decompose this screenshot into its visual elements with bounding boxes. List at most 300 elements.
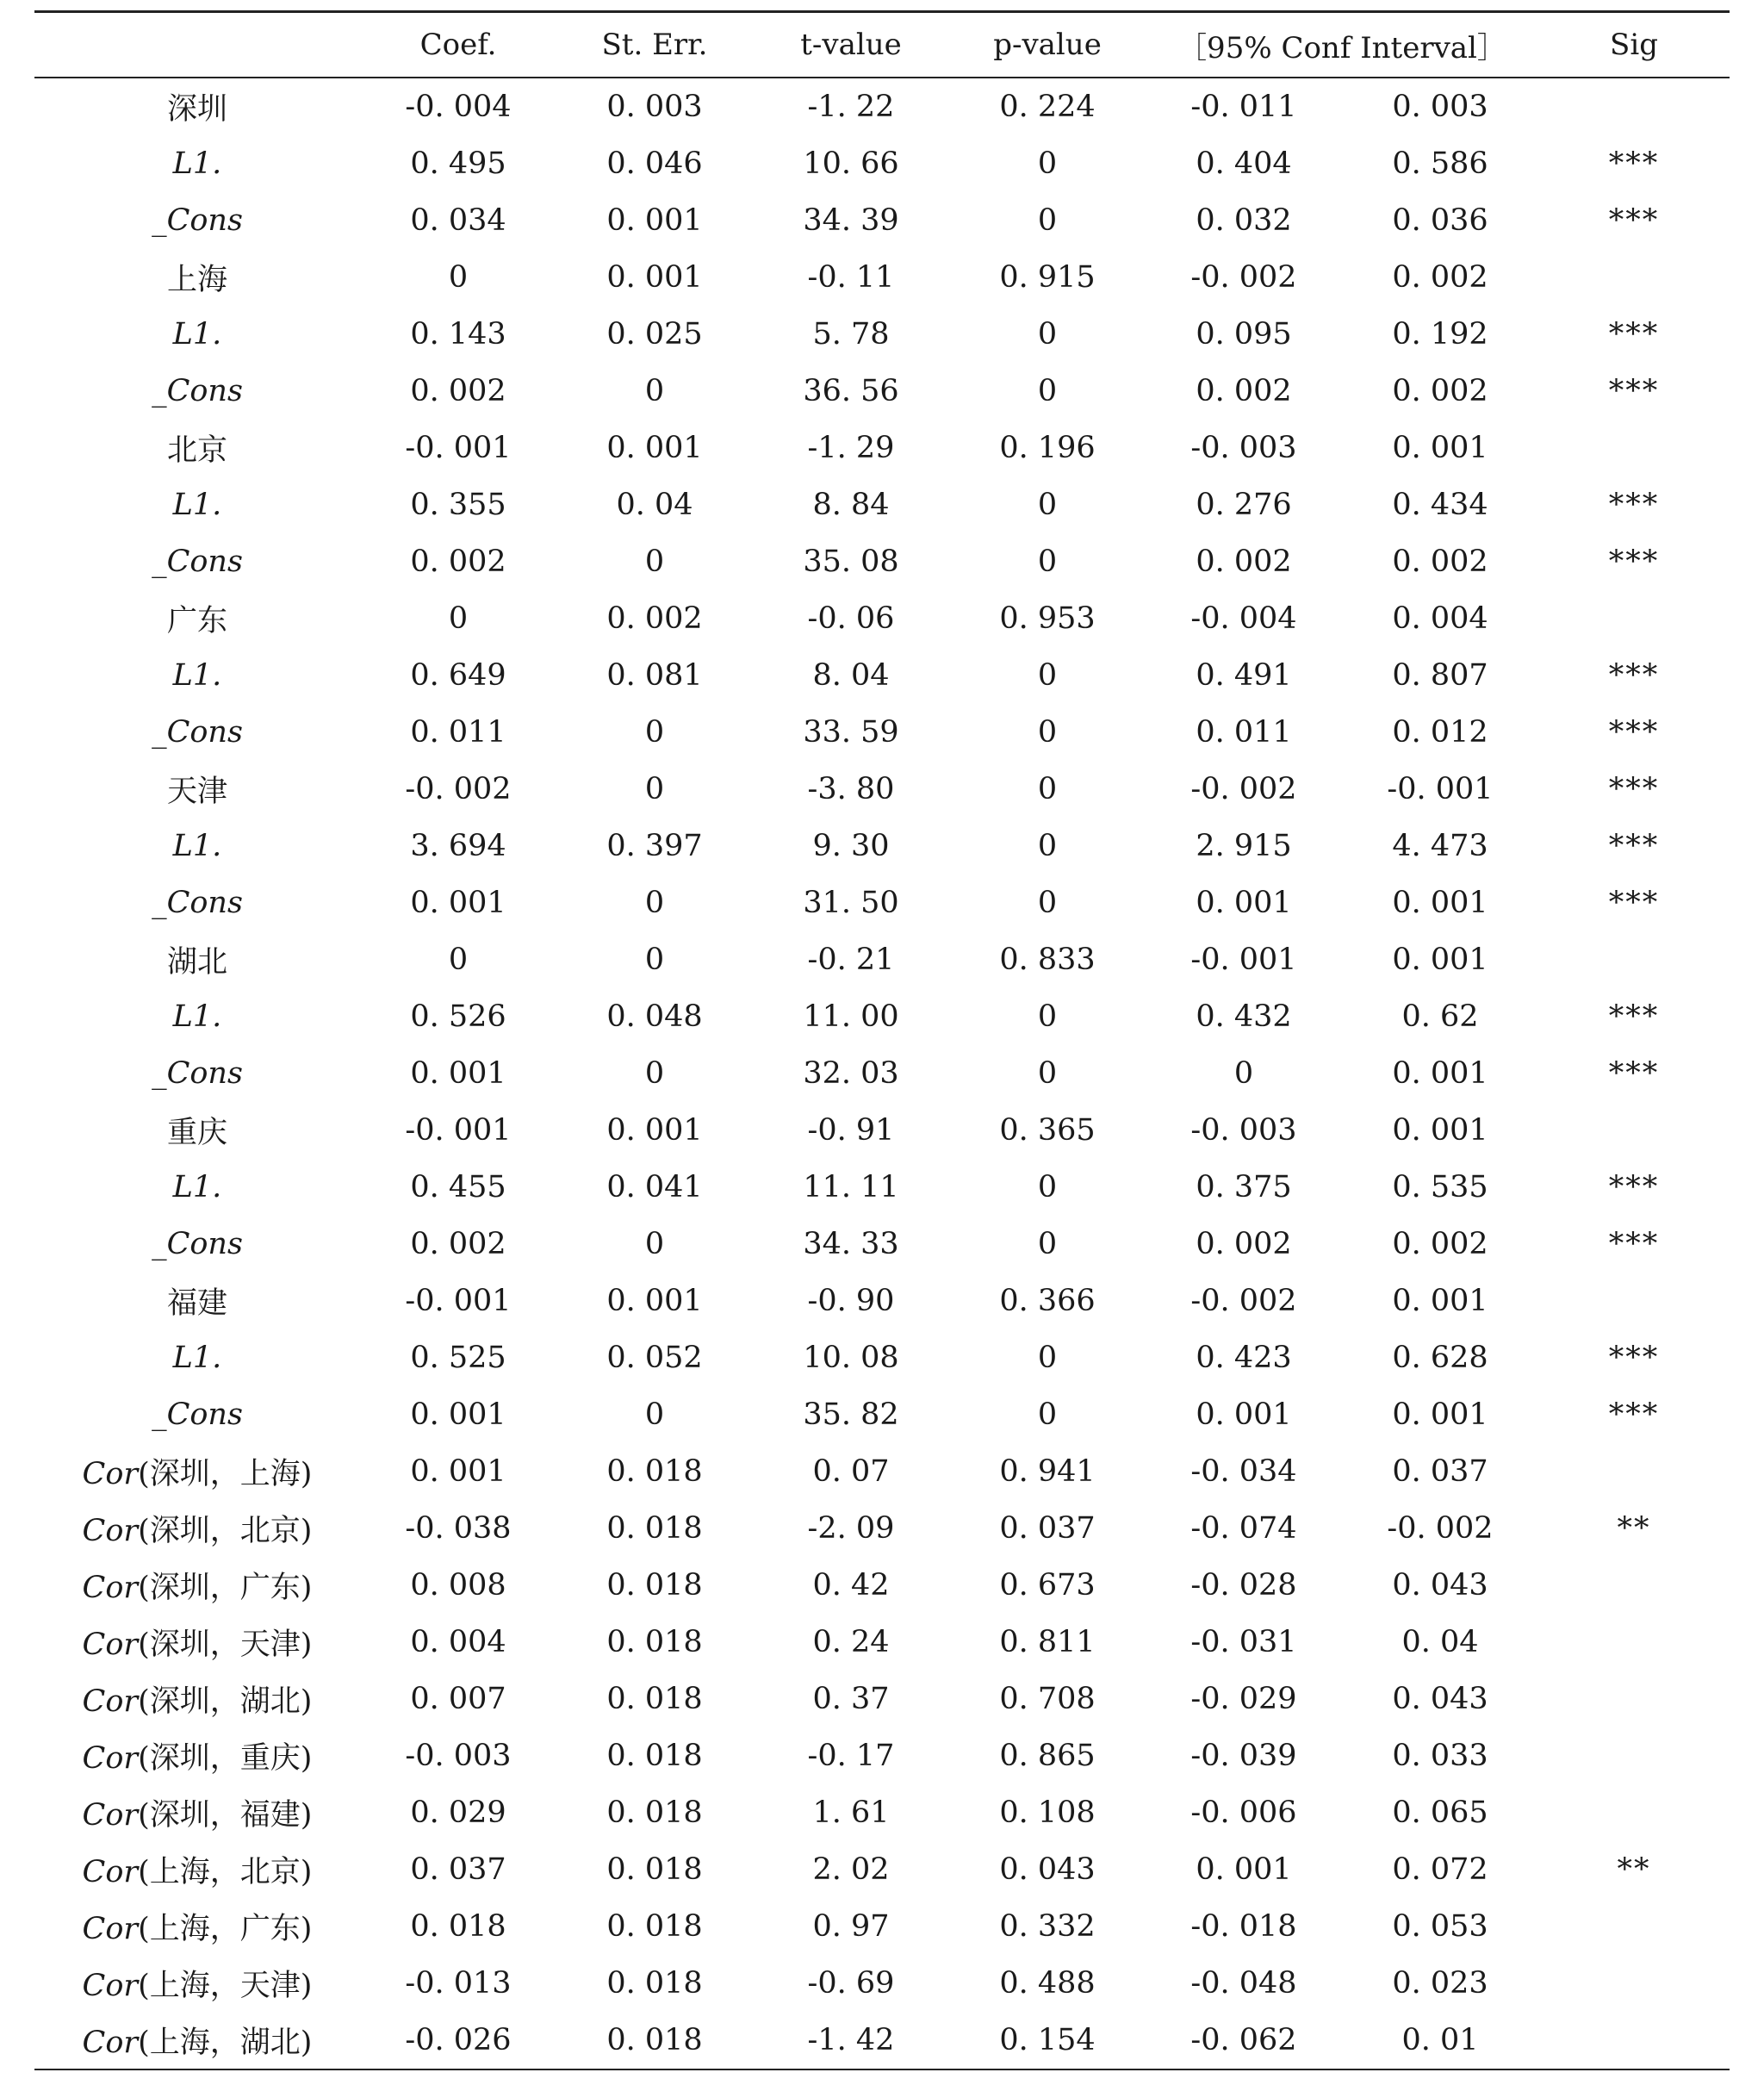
sig-cell	[1538, 931, 1730, 988]
t-value-cell: 5. 78	[812, 317, 890, 352]
sig-cell	[1538, 1955, 1730, 2012]
variable-name-cell: Cor(上海，湖北)	[34, 2012, 360, 2069]
table-row	[34, 192, 1730, 249]
header-variable	[34, 12, 360, 78]
coef-cell: -0. 001	[405, 431, 512, 465]
st-err-cell: 0. 081	[606, 658, 703, 693]
coef-cell: -0. 001	[405, 1284, 512, 1318]
ci-low-cell: 0. 276	[1196, 488, 1292, 522]
sig-cell: ***	[1608, 317, 1660, 352]
t-value-cell: -0. 91	[807, 1113, 895, 1148]
variable-name-cell: 深圳	[166, 92, 227, 127]
table-row	[34, 1898, 1730, 1955]
table-row	[34, 704, 1730, 761]
st-err-cell: 0	[644, 1227, 665, 1261]
ci-high-cell: 0. 535	[1392, 1170, 1488, 1204]
sig-cell	[1538, 249, 1730, 306]
variable-name-cell: _Cons	[152, 1397, 243, 1432]
coef-cell: 0. 002	[410, 1227, 506, 1261]
p-value-cell: 0	[1037, 374, 1058, 408]
ci-high-cell: 4. 473	[1392, 829, 1488, 863]
t-value-cell: -0. 11	[807, 260, 895, 295]
ci-high-cell: 0. 586	[1392, 146, 1488, 181]
table-row	[34, 1841, 1730, 1898]
ci-low-cell: 0. 432	[1196, 999, 1292, 1034]
ci-high-cell: 0. 043	[1392, 1568, 1488, 1603]
table-row	[34, 590, 1730, 647]
table-row	[34, 1500, 1730, 1557]
sig-cell	[1538, 1557, 1730, 1614]
variable-name-cell: Cor(上海，广东)	[82, 1912, 313, 1946]
ci-low-cell: 0. 011	[1196, 715, 1292, 750]
table-row	[34, 476, 1730, 533]
p-value-cell: 0	[1037, 715, 1058, 750]
ci-high-cell: 0. 001	[1392, 943, 1488, 977]
ci-low-cell: 0. 404	[1196, 146, 1292, 181]
st-err-cell: 0. 002	[606, 601, 703, 636]
variable-name-cell: Cor(深圳，重庆)	[82, 1741, 313, 1776]
st-err-cell: 0. 003	[606, 90, 703, 124]
st-err-cell: 0. 018	[606, 1966, 703, 2001]
sig-cell	[1538, 1443, 1730, 1500]
t-value-cell: 10. 08	[803, 1341, 899, 1375]
ci-high-cell: 0. 002	[1392, 545, 1488, 579]
sig-cell	[1538, 1898, 1730, 1955]
coef-cell: 0. 355	[410, 488, 506, 522]
st-err-cell: 0. 001	[606, 431, 703, 465]
p-value-cell: 0. 196	[999, 431, 1096, 465]
coef-cell: -0. 002	[405, 772, 512, 806]
ci-high-cell: 0. 001	[1392, 1397, 1488, 1432]
t-value-cell: 11. 11	[803, 1170, 899, 1204]
coef-cell: 0. 495	[410, 146, 506, 181]
st-err-cell: 0. 018	[606, 1454, 703, 1489]
t-value-cell: 0. 24	[812, 1625, 890, 1659]
ci-low-cell: 0. 375	[1196, 1170, 1292, 1204]
p-value-cell: 0. 833	[999, 943, 1096, 977]
t-value-cell: -0. 90	[807, 1284, 895, 1318]
ci-high-cell: 0. 012	[1392, 715, 1488, 750]
t-value-cell: 8. 04	[812, 658, 890, 693]
coef-cell: 0. 007	[410, 1682, 506, 1716]
variable-name-cell: Cor(深圳，北京)	[82, 1514, 313, 1548]
st-err-cell: 0. 018	[606, 1852, 703, 1887]
variable-name-cell: 重庆	[166, 1116, 227, 1150]
coef-cell: -0. 026	[360, 2012, 556, 2069]
variable-name-cell: 福建	[166, 1286, 227, 1321]
ci-high-cell: 0. 001	[1392, 1113, 1488, 1148]
variable-name-cell: L1.	[172, 146, 222, 181]
ci-high-cell: -0. 002	[1387, 1511, 1494, 1546]
ci-high-cell: 0. 065	[1392, 1796, 1488, 1830]
table-row	[34, 135, 1730, 192]
t-value-cell: 34. 39	[803, 203, 899, 238]
st-err-cell: 0	[644, 943, 665, 977]
variable-name-cell: Cor(深圳，福建)	[82, 1798, 313, 1833]
sig-cell: ***	[1608, 999, 1660, 1034]
st-err-cell: 0. 001	[606, 1113, 703, 1148]
variable-name-cell: 天津	[166, 775, 227, 809]
table-row	[34, 363, 1730, 420]
table-row	[34, 533, 1730, 590]
header-t-value: t-value	[753, 12, 949, 78]
t-value-cell: 35. 08	[803, 545, 899, 579]
sig-cell: ***	[1608, 146, 1660, 181]
t-value-cell: -2. 09	[807, 1511, 895, 1546]
sig-cell: ***	[1608, 488, 1660, 522]
p-value-cell: 0	[1037, 488, 1058, 522]
t-value-cell: 35. 82	[803, 1397, 899, 1432]
ci-high-cell: 0. 003	[1392, 90, 1488, 124]
ci-low-cell: 0. 002	[1196, 374, 1292, 408]
ci-high-cell: 0. 053	[1392, 1909, 1488, 1944]
sig-cell: ***	[1608, 1227, 1660, 1261]
t-value-cell: 1. 61	[812, 1796, 890, 1830]
ci-high-cell: 0. 01	[1342, 2012, 1538, 2069]
ci-low-cell: -0. 003	[1190, 431, 1297, 465]
ci-low-cell: -0. 003	[1190, 1113, 1297, 1148]
header-p-value: p-value	[949, 12, 1146, 78]
table-row	[34, 1102, 1730, 1159]
ci-low-cell: 0. 002	[1196, 1227, 1292, 1261]
variable-name-cell: Cor(深圳，广东)	[82, 1571, 313, 1605]
ci-low-cell: -0. 004	[1190, 601, 1297, 636]
p-value-cell: 0. 154	[949, 2012, 1146, 2069]
ci-high-cell: 0. 001	[1392, 886, 1488, 920]
sig-cell	[1538, 1614, 1730, 1671]
coef-cell: 0. 018	[410, 1909, 506, 1944]
ci-low-cell: -0. 062	[1146, 2012, 1342, 2069]
t-value-cell: -1. 29	[807, 431, 895, 465]
variable-name-cell: L1.	[172, 488, 222, 522]
sig-cell: ***	[1608, 715, 1660, 750]
table-row	[34, 1045, 1730, 1102]
table-row	[34, 1671, 1730, 1727]
coef-cell: -0. 038	[405, 1511, 512, 1546]
st-err-cell: 0. 046	[606, 146, 703, 181]
t-value-cell: 32. 03	[803, 1056, 899, 1091]
p-value-cell: 0. 941	[999, 1454, 1096, 1489]
sig-cell	[1538, 420, 1730, 476]
ci-high-cell: 0. 001	[1392, 431, 1488, 465]
ci-low-cell: 0. 001	[1196, 1397, 1292, 1432]
t-value-cell: 33. 59	[803, 715, 899, 750]
coef-cell: 0. 037	[410, 1852, 506, 1887]
coef-cell: -0. 003	[405, 1739, 512, 1773]
ci-high-cell: 0. 001	[1392, 1284, 1488, 1318]
ci-high-cell: 0. 004	[1392, 601, 1488, 636]
p-value-cell: 0	[1037, 772, 1058, 806]
table-row	[34, 1557, 1730, 1614]
ci-high-cell: 0. 62	[1401, 999, 1479, 1034]
sig-cell	[1538, 1273, 1730, 1329]
p-value-cell: 0	[1037, 1056, 1058, 1091]
p-value-cell: 0. 366	[999, 1284, 1096, 1318]
variable-name-cell: Cor(深圳，天津)	[82, 1628, 313, 1662]
p-value-cell: 0	[1037, 829, 1058, 863]
variable-name-cell: _Cons	[152, 545, 243, 579]
ci-low-cell: 0. 423	[1196, 1341, 1292, 1375]
table-row	[34, 78, 1730, 135]
table-row	[34, 1216, 1730, 1273]
sig-cell: ***	[1608, 658, 1660, 693]
st-err-cell: 0. 018	[606, 1682, 703, 1716]
sig-cell: ***	[1608, 1056, 1660, 1091]
variable-name-cell: L1.	[172, 829, 222, 863]
ci-low-cell: -0. 002	[1190, 772, 1297, 806]
table-row	[34, 1159, 1730, 1216]
p-value-cell: 0	[1037, 1397, 1058, 1432]
ci-low-cell: 0. 001	[1196, 1852, 1292, 1887]
header-conf-interval: ［95% Conf Interval］	[1146, 12, 1538, 78]
variable-name-cell: Cor(深圳，上海)	[82, 1457, 313, 1491]
t-value-cell: 34. 33	[803, 1227, 899, 1261]
t-value-cell: -1. 22	[807, 90, 895, 124]
coef-cell: 3. 694	[410, 829, 506, 863]
ci-low-cell: -0. 034	[1190, 1454, 1297, 1489]
variable-name-cell: L1.	[172, 1170, 222, 1204]
table-row	[34, 818, 1730, 874]
ci-low-cell: -0. 002	[1190, 260, 1297, 295]
variable-name-cell: L1.	[172, 658, 222, 693]
table-row	[34, 1273, 1730, 1329]
p-value-cell: 0. 673	[999, 1568, 1096, 1603]
sig-cell	[1538, 2012, 1730, 2069]
ci-high-cell: 0. 036	[1392, 203, 1488, 238]
t-value-cell: 31. 50	[803, 886, 899, 920]
st-err-cell: 0. 001	[606, 260, 703, 295]
sig-cell: ***	[1608, 772, 1660, 806]
p-value-cell: 0. 915	[999, 260, 1096, 295]
ci-high-cell: 0. 192	[1392, 317, 1488, 352]
p-value-cell: 0	[1037, 1227, 1058, 1261]
ci-high-cell: 0. 628	[1392, 1341, 1488, 1375]
t-value-cell: -0. 69	[807, 1966, 895, 2001]
st-err-cell: 0	[644, 545, 665, 579]
ci-low-cell: 0. 032	[1196, 203, 1292, 238]
ci-low-cell: 2. 915	[1196, 829, 1292, 863]
t-value-cell: 8. 84	[812, 488, 890, 522]
table-header	[34, 12, 1730, 78]
st-err-cell: 0. 025	[606, 317, 703, 352]
t-value-cell: 10. 66	[803, 146, 899, 181]
sig-cell: ***	[1608, 1341, 1660, 1375]
sig-cell: ***	[1608, 203, 1660, 238]
p-value-cell: 0. 811	[999, 1625, 1096, 1659]
header-st-err: St. Err.	[556, 12, 753, 78]
sig-cell	[1538, 78, 1730, 135]
coef-cell: 0	[448, 943, 469, 977]
p-value-cell: 0	[1037, 1341, 1058, 1375]
t-value-cell: 36. 56	[803, 374, 899, 408]
p-value-cell: 0	[1037, 203, 1058, 238]
sig-cell	[1538, 1671, 1730, 1727]
variable-name-cell: 湖北	[166, 945, 227, 980]
variable-name-cell: Cor(上海，天津)	[82, 1969, 313, 2003]
coef-cell: -0. 001	[405, 1113, 512, 1148]
ci-low-cell: 0. 002	[1196, 545, 1292, 579]
ci-low-cell: -0. 048	[1190, 1966, 1297, 2001]
p-value-cell: 0. 488	[999, 1966, 1096, 2001]
p-value-cell: 0. 037	[999, 1511, 1096, 1546]
ci-high-cell: 0. 04	[1401, 1625, 1479, 1659]
ci-low-cell: -0. 074	[1190, 1511, 1297, 1546]
coef-cell: 0. 008	[410, 1568, 506, 1603]
table-row	[34, 647, 1730, 704]
ci-low-cell: -0. 006	[1190, 1796, 1297, 1830]
sig-cell	[1538, 1727, 1730, 1784]
ci-low-cell: 0. 491	[1196, 658, 1292, 693]
table-row	[34, 1955, 1730, 2012]
ci-high-cell: 0. 002	[1392, 260, 1488, 295]
ci-low-cell: 0. 095	[1196, 317, 1292, 352]
table-row	[34, 874, 1730, 931]
variable-name-cell: L1.	[172, 999, 222, 1034]
p-value-cell: 0. 953	[999, 601, 1096, 636]
ci-high-cell: 0. 072	[1392, 1852, 1488, 1887]
coef-cell: 0. 001	[410, 1056, 506, 1091]
table-row	[34, 988, 1730, 1045]
sig-cell: ***	[1608, 1397, 1660, 1432]
table-row	[34, 420, 1730, 476]
ci-low-cell: -0. 039	[1190, 1739, 1297, 1773]
coef-cell: 0. 001	[410, 1397, 506, 1432]
ci-high-cell: 0. 033	[1392, 1739, 1488, 1773]
p-value-cell: 0	[1037, 999, 1058, 1034]
st-err-cell: 0. 041	[606, 1170, 703, 1204]
variable-name-cell: 上海	[166, 263, 227, 297]
ci-low-cell: -0. 029	[1190, 1682, 1297, 1716]
coef-cell: 0. 002	[410, 545, 506, 579]
sig-cell: **	[1617, 1852, 1651, 1887]
variable-name-cell: _Cons	[152, 1056, 243, 1091]
coef-cell: 0	[448, 601, 469, 636]
sig-cell: ***	[1608, 374, 1660, 408]
sig-cell	[1538, 590, 1730, 647]
st-err-cell: 0	[644, 1397, 665, 1432]
t-value-cell: -0. 21	[807, 943, 895, 977]
header-sig: Sig	[1538, 12, 1730, 78]
st-err-cell: 0. 048	[606, 999, 703, 1034]
variable-name-cell: Cor(上海，北京)	[82, 1855, 313, 1889]
ci-high-cell: -0. 001	[1387, 772, 1494, 806]
ci-high-cell: 0. 023	[1392, 1966, 1488, 2001]
coef-cell: 0. 002	[410, 374, 506, 408]
table-row	[34, 249, 1730, 306]
variable-name-cell: L1.	[172, 1341, 222, 1375]
coef-cell: 0. 004	[410, 1625, 506, 1659]
coef-cell: 0. 001	[410, 886, 506, 920]
coef-cell: -0. 004	[405, 90, 512, 124]
variable-name-cell: 广东	[166, 604, 227, 638]
st-err-cell: 0. 018	[606, 1739, 703, 1773]
t-value-cell: -3. 80	[807, 772, 895, 806]
t-value-cell: 0. 42	[812, 1568, 890, 1603]
table-row	[34, 2012, 1730, 2069]
table-row	[34, 761, 1730, 818]
ci-high-cell: 0. 043	[1392, 1682, 1488, 1716]
ci-low-cell: -0. 002	[1190, 1284, 1297, 1318]
sig-cell: ***	[1608, 545, 1660, 579]
p-value-cell: 0. 108	[999, 1796, 1096, 1830]
p-value-cell: 0	[1037, 545, 1058, 579]
st-err-cell: 0	[644, 374, 665, 408]
table-row	[34, 1727, 1730, 1784]
t-value-cell: 2. 02	[812, 1852, 890, 1887]
t-value-cell: 0. 37	[812, 1682, 890, 1716]
variable-name-cell: Cor(深圳，湖北)	[82, 1684, 313, 1719]
p-value-cell: 0	[1037, 886, 1058, 920]
ci-high-cell: 0. 002	[1392, 374, 1488, 408]
st-err-cell: 0. 001	[606, 203, 703, 238]
st-err-cell: 0. 018	[606, 1625, 703, 1659]
t-value-cell: 0. 07	[812, 1454, 890, 1489]
t-value-cell: 11. 00	[803, 999, 899, 1034]
table-row	[34, 306, 1730, 363]
p-value-cell: 0. 365	[999, 1113, 1096, 1148]
st-err-cell: 0. 052	[606, 1341, 703, 1375]
p-value-cell: 0. 043	[999, 1852, 1096, 1887]
st-err-cell: 0. 018	[606, 1511, 703, 1546]
t-value-cell: 9. 30	[812, 829, 890, 863]
t-value-cell: -0. 17	[807, 1739, 895, 1773]
ci-low-cell: -0. 018	[1190, 1909, 1297, 1944]
ci-high-cell: 0. 001	[1392, 1056, 1488, 1091]
variable-name-cell: _Cons	[152, 1227, 243, 1261]
coef-cell: 0. 455	[410, 1170, 506, 1204]
st-err-cell: 0	[644, 886, 665, 920]
coef-cell: -0. 013	[405, 1966, 512, 2001]
st-err-cell: 0. 018	[606, 1796, 703, 1830]
st-err-cell: 0. 018	[606, 1568, 703, 1603]
variable-name-cell: _Cons	[152, 203, 243, 238]
table-row	[34, 1329, 1730, 1386]
table-row	[34, 1784, 1730, 1841]
header-row	[34, 12, 1730, 78]
variable-name-cell: 北京	[166, 433, 227, 468]
ci-high-cell: 0. 807	[1392, 658, 1488, 693]
t-value-cell: 0. 97	[812, 1909, 890, 1944]
table-row	[34, 1443, 1730, 1500]
coef-cell: 0. 143	[410, 317, 506, 352]
ci-high-cell: 0. 037	[1392, 1454, 1488, 1489]
st-err-cell: 0. 04	[616, 488, 693, 522]
coef-cell: 0. 526	[410, 999, 506, 1034]
ci-high-cell: 0. 002	[1392, 1227, 1488, 1261]
table-row	[34, 1614, 1730, 1671]
sig-cell	[1538, 1784, 1730, 1841]
p-value-cell: 0. 708	[999, 1682, 1096, 1716]
p-value-cell: 0	[1037, 658, 1058, 693]
table-row	[34, 931, 1730, 988]
variable-name-cell: _Cons	[152, 374, 243, 408]
p-value-cell: 0	[1037, 1170, 1058, 1204]
coef-cell: 0. 525	[410, 1341, 506, 1375]
p-value-cell: 0. 224	[999, 90, 1096, 124]
st-err-cell: 0. 018	[606, 1909, 703, 1944]
t-value-cell: -1. 42	[753, 2012, 949, 2069]
variable-name-cell: _Cons	[152, 715, 243, 750]
ci-high-cell: 0. 434	[1392, 488, 1488, 522]
ci-low-cell: 0. 001	[1196, 886, 1292, 920]
sig-cell	[1538, 1102, 1730, 1159]
regression-results-table	[34, 10, 1730, 2070]
coef-cell: 0. 034	[410, 203, 506, 238]
p-value-cell: 0. 865	[999, 1739, 1096, 1773]
st-err-cell: 0	[644, 1056, 665, 1091]
variable-name-cell: _Cons	[152, 886, 243, 920]
variable-name-cell: L1.	[172, 317, 222, 352]
